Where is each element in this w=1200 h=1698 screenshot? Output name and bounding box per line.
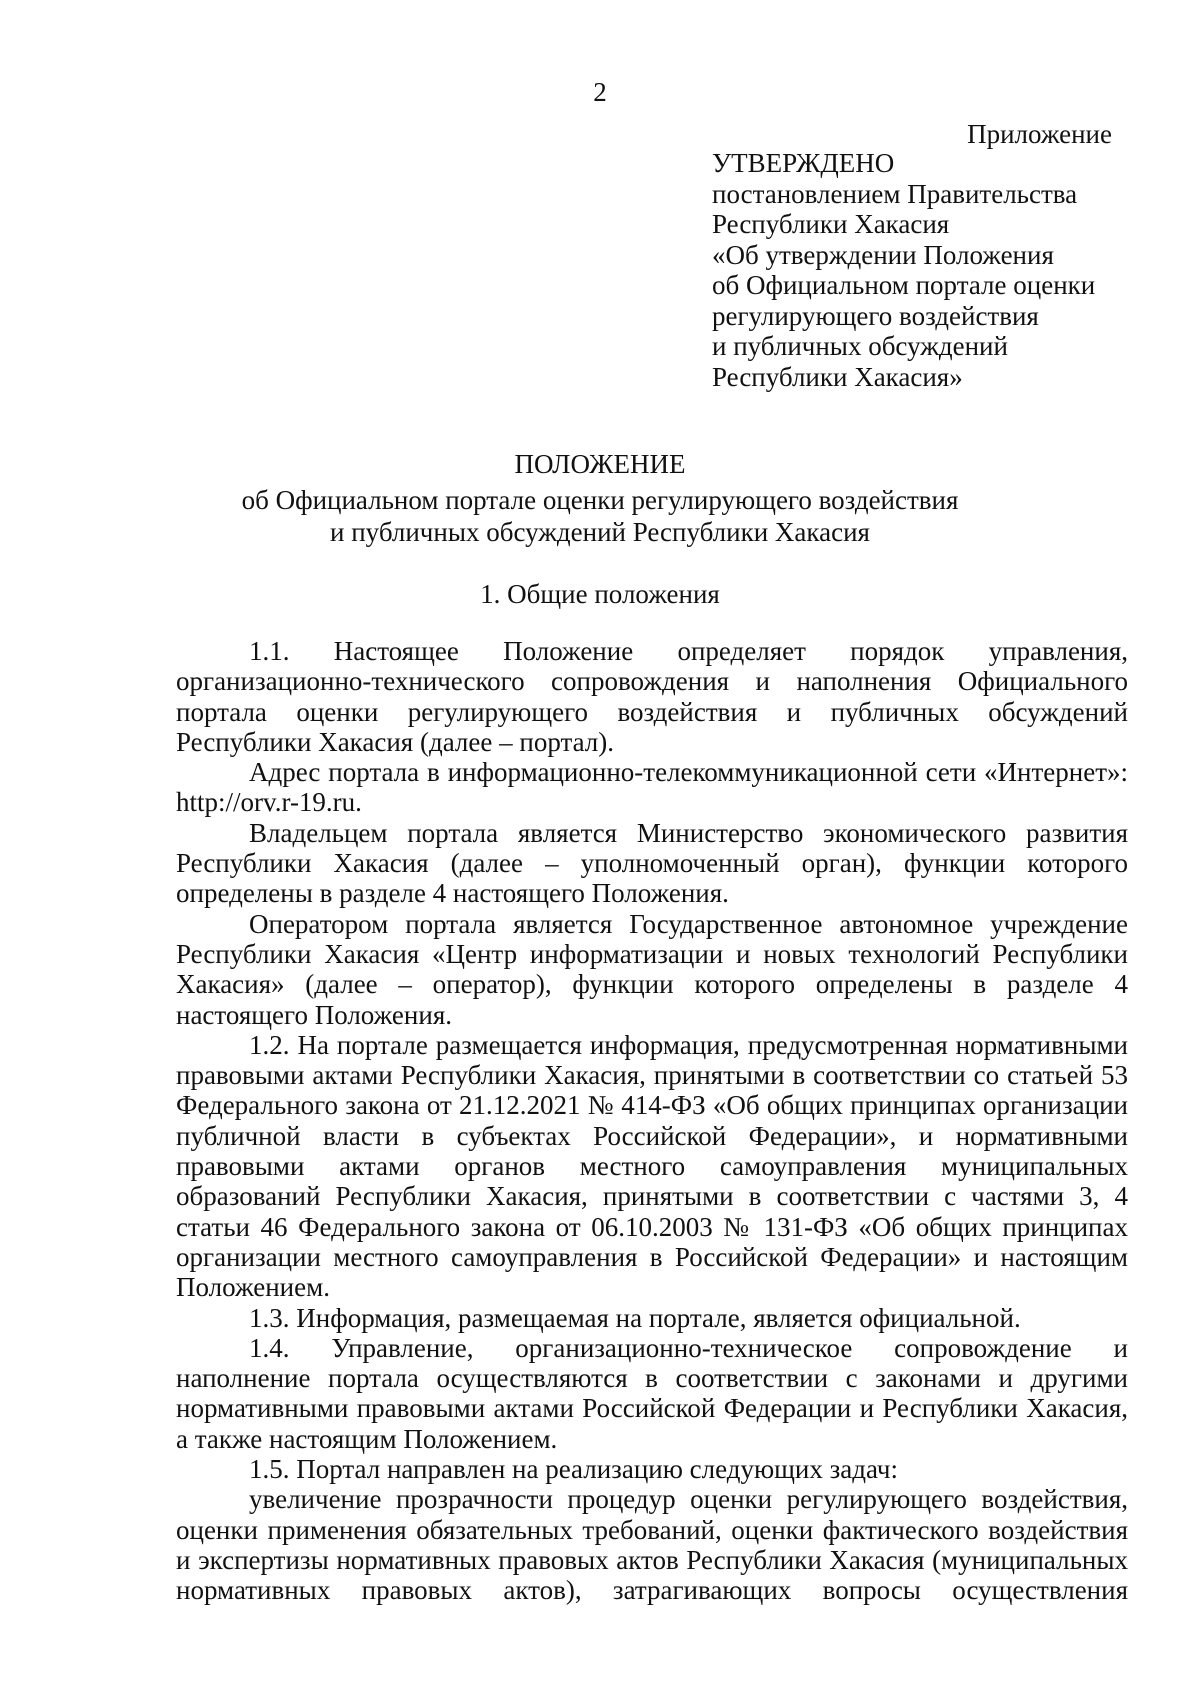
section-heading: 1. Общие положения	[480, 579, 720, 609]
page-number: 2	[593, 77, 607, 107]
paragraph-portal-operator: Оператором портала является Государственное автономное учреждение Республики Хакасия «Центр информатизации и новых технологий Республики Хакасия» (далее – оператор), функции которого определены в разделе 4 настоящего Положения.	[176, 908, 1128, 1030]
paragraph-1-4: 1.4. Управление, организационно-техническое сопровождение и наполнение портала осуществляются в соответствии с законами и другими нормативными правовыми актами Российской Федерации и Республики Хакасия, а также настоящим Положением.	[176, 1332, 1128, 1454]
body-text	[176, 636, 1128, 1606]
paragraph-portal-address: Адрес портала в информационно-телекоммуникационной сети «Интернет»: http://orv.r-19.ru.	[176, 757, 1128, 818]
approval-line: регулирующего воздействия	[712, 300, 1039, 331]
appendix-label: Приложение	[967, 119, 1112, 149]
approval-line: об Официальном портале оценки	[712, 270, 1096, 300]
approval-line: УТВЕРЖДЕНО	[712, 148, 895, 178]
subtitle-line: об Официальном портале оценки регулирующего воздействия	[241, 485, 959, 515]
subtitle-line: и публичных обсуждений Республики Хакасия	[330, 517, 870, 547]
approval-line: Республики Хакасия»	[712, 361, 963, 392]
paragraph-task-transparency: увеличение прозрачности процедур оценки регулирующего воздействия, оценки применения обязательных требований, оценки фактического воздействия и экспертизы нормативных правовых актов Республики Хакасия (муниципальных нормативных правовых актов), затрагивающих вопросы осуществления	[176, 1484, 1128, 1606]
approval-line: постановлением Правительства	[712, 178, 1078, 209]
document-subtitle	[0, 484, 1200, 548]
approval-line: и публичных обсуждений	[712, 331, 1008, 361]
paragraph-portal-owner: Владельцем портала является Министерство экономического развития Республики Хакасия (далее – уполномоченный орган), функции которого определены в разделе 4 настоящего Положения.	[176, 817, 1128, 909]
paragraph-1-3: 1.3. Информация, размещаемая на портале, является официальной.	[249, 1302, 1021, 1333]
document-title: ПОЛОЖЕНИЕ	[514, 449, 686, 479]
paragraph-1-1: 1.1. Настоящее Положение определяет порядок управления, организационно-технического сопровождения и наполнения Официального портала оценки регулирующего воздействия и публичных обсуждений Республики Хакасия (далее – портал).	[176, 636, 1128, 757]
paragraph-1-2: 1.2. На портале размещается информация, предусмотренная нормативными правовыми актами Республики Хакасия, принятыми в соответствии со статьей 53 Федерального закона от 21.12.2021 № 414-ФЗ «Об общих принципах организации публичной власти в субъектах Российской Федерации», и нормативными правовыми актами органов местного самоуправления муниципальных образований Республики Хакасия, принятыми в соответствии с частями 3, 4 статьи 46 Федерального закона от 06.10.2003 № 131-ФЗ «Об общих принципах организации местного самоуправления в Российской Федерации» и настоящим Положением.	[176, 1029, 1128, 1303]
approval-line: «Об утверждении Положения	[712, 239, 1054, 270]
approval-block	[712, 148, 1132, 392]
paragraph-1-5: 1.5. Портал направлен на реализацию следующих задач:	[249, 1454, 898, 1485]
approval-line: Республики Хакасия	[712, 209, 950, 239]
